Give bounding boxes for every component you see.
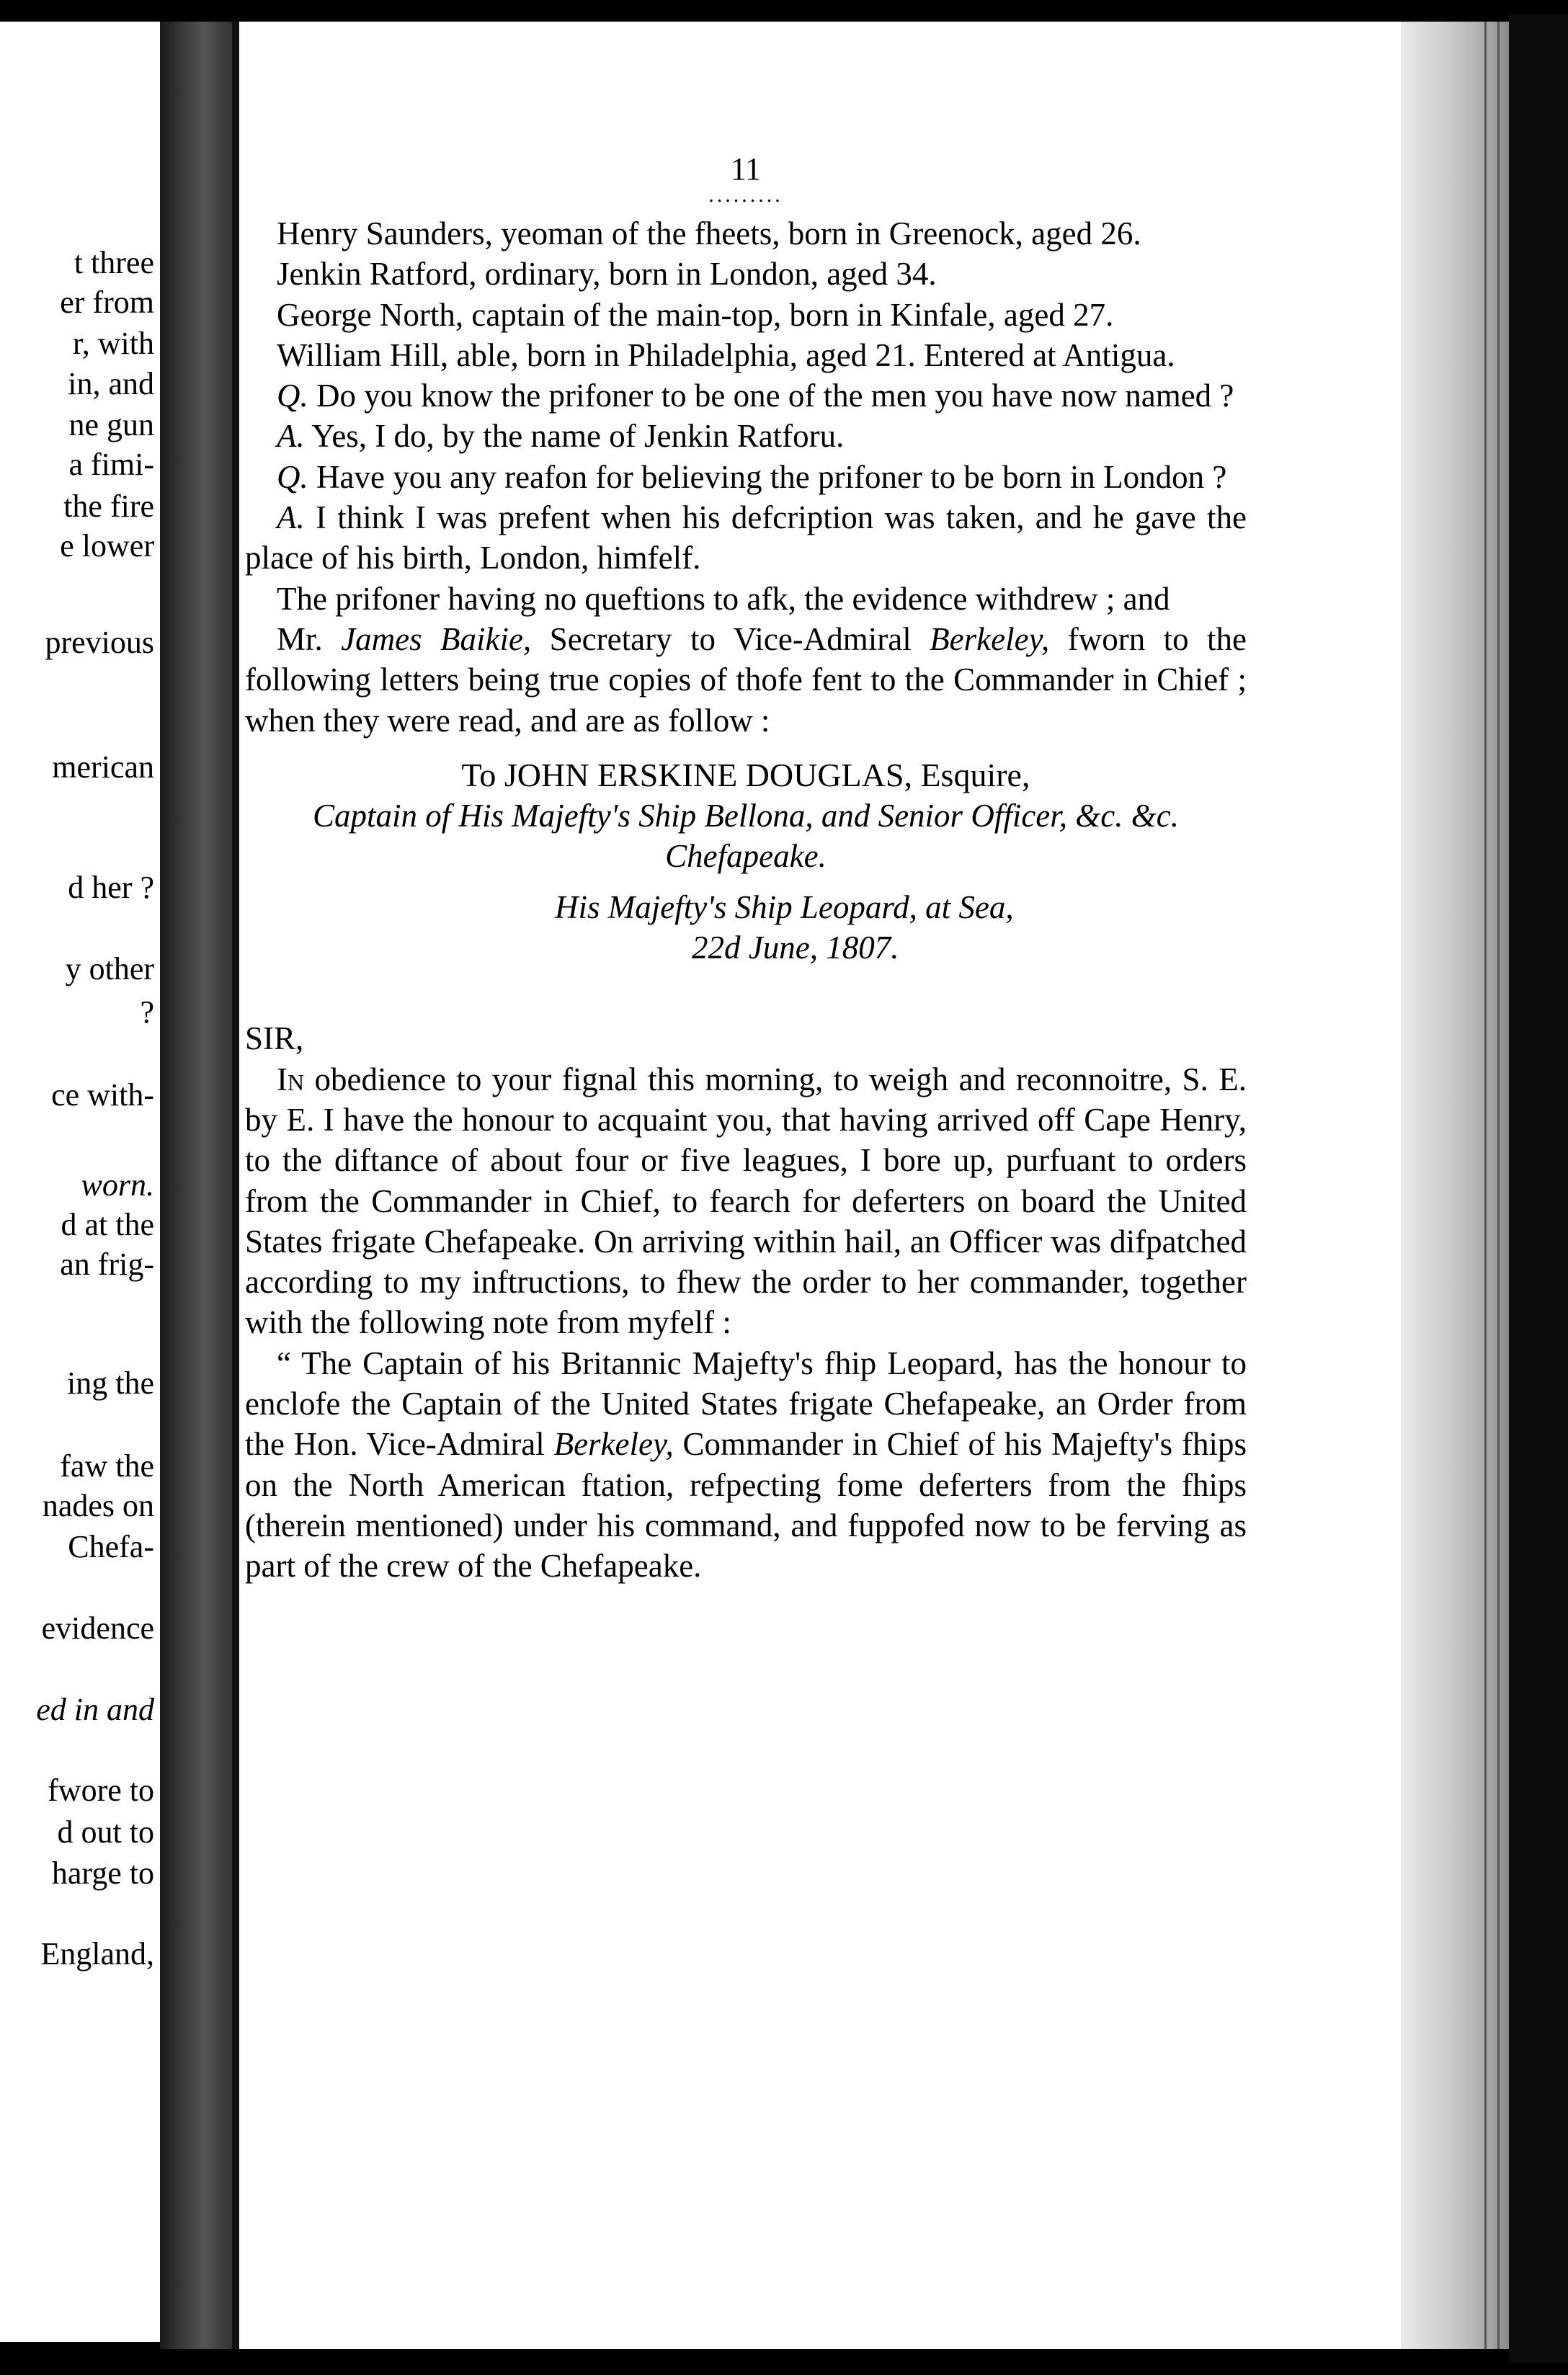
person-name: James Baikie,	[341, 620, 532, 657]
question-label: Q.	[277, 378, 308, 414]
text-run: fworn to the following letters being true copies of thofe fent to the Commander in Chief ; when they were read, and are as follow :	[245, 620, 1247, 739]
answer	[245, 416, 1247, 456]
crew-entry: George North, captain of the main-top, born in Kinfale, aged 27.	[277, 296, 1114, 333]
letter-addressee-title: Captain of His Majefty's Ship Bellona, and Senior Officer, &c. &c. Chefapeake.	[313, 798, 1179, 875]
letter-salutation: SIR,	[245, 1020, 304, 1057]
answer	[245, 497, 1247, 579]
left-page-line: d at the	[61, 1207, 154, 1242]
crew-entry: Jenkin Ratford, ordinary, born in London, aged 34.	[277, 256, 937, 293]
answer-text: I think I was prefent when his defcription was taken, and he gave the place of his birth, London, himfelf.	[245, 499, 1247, 576]
left-page-line: an frig-	[60, 1247, 154, 1282]
page-edge-line	[1497, 22, 1500, 2349]
letter-body	[245, 1343, 1247, 1587]
scan-border	[1509, 14, 1568, 2363]
page-text	[245, 151, 1247, 1587]
left-page-line: evidence	[41, 1610, 154, 1646]
narrative-paragraph	[245, 619, 1247, 741]
crew-entry: Henry Saunders, yeoman of the fheets, born in Greenock, aged 26.	[277, 215, 1141, 251]
left-page-line: fwore to	[48, 1773, 154, 1808]
letter-addressee: To JOHN ERSKINE DOUGLAS, Esquire,	[461, 756, 1030, 793]
letter-first-word: In	[277, 1061, 305, 1097]
answer-label: A.	[277, 418, 305, 455]
left-page-line: ed in and	[36, 1692, 154, 1727]
left-page-line: ing the	[67, 1365, 154, 1401]
text-run: obedience to your fignal this morning, to weigh and reconnoitre, S. E. by E. I have the honour to acquaint you, that having arrived off Cape Henry, to the diftance of about four or five leagues, I bore up, purfuant to orders from the Commander in Chief, to fearch for deferters on board the United States frigate Chefapeake. On arriving within hail, an Officer was difpatched according to my inftructions, to fhew the order to her commander, together with the following note from myfelf :	[245, 1061, 1247, 1341]
left-page-line: e lower	[60, 528, 154, 563]
left-page-line: the fire	[63, 489, 154, 524]
page-number-rule: .........	[708, 183, 783, 207]
question	[245, 375, 1247, 416]
left-page-line: worn.	[81, 1167, 154, 1203]
person-name: Berkeley,	[553, 1426, 674, 1463]
narrative-paragraph: The prifoner having no queftions to afk, the evidence withdrew ; and	[277, 580, 1170, 617]
left-page-line: merican	[52, 749, 154, 785]
text-run: Mr.	[277, 620, 342, 657]
gutter-edge	[232, 22, 239, 2349]
text-run: Commander in Chief of his Majefty's fhips on the North American ftation, refpecting fome deferters from the fhips (therein mentioned) under his command, and fuppofed now to be ferving as part of the crew of the Chefapeake.	[245, 1426, 1247, 1585]
left-page-line: y other	[65, 951, 154, 986]
left-page-line: in, and	[68, 366, 154, 401]
question-text: Do you know the prifoner to be one of the men you have now named ?	[308, 378, 1234, 414]
question-label: Q.	[277, 458, 308, 495]
left-page-line: previous	[45, 625, 154, 660]
book-gutter	[160, 22, 239, 2349]
crew-entry: William Hill, able, born in Philadelphia, aged 21. Entered at Antigua.	[277, 337, 1175, 373]
left-page-fragment	[0, 22, 160, 2342]
letter-date: 22d June, 1807.	[692, 930, 899, 966]
left-page-line: ne gun	[68, 407, 154, 442]
person-name: Berkeley,	[930, 620, 1050, 657]
answer-text: Yes, I do, by the name of Jenkin Ratforu.	[304, 418, 845, 455]
left-page-line: ?	[140, 994, 154, 1030]
text-run: Secretary to Vice-Admiral	[531, 620, 930, 657]
question	[245, 457, 1247, 497]
page-edge-strip	[1401, 22, 1509, 2349]
text-run: “ The Captain of his Britannic Majefty's fhip Leopard, has the honour to enclofe the Captain of the United States frigate Chefapeake, an Order from the Hon. Vice-Admiral	[245, 1345, 1247, 1463]
left-page-line: er from	[60, 285, 154, 320]
left-page-line: England,	[40, 1936, 154, 1971]
left-page-line: ce with-	[51, 1077, 154, 1113]
letter-place: His Majefty's Ship Leopard, at Sea,	[555, 888, 1014, 925]
page-edge-line	[1484, 22, 1487, 2349]
left-page-line: t three	[74, 245, 154, 280]
left-page-line: nades on	[42, 1488, 154, 1523]
letter-body	[245, 1059, 1247, 1343]
left-page-line: d her ?	[68, 870, 154, 905]
left-page-line: faw the	[60, 1448, 154, 1484]
left-page-line: harge to	[51, 1855, 154, 1891]
left-page-line: Chefa-	[68, 1529, 154, 1564]
left-page-line: r, with	[72, 326, 154, 361]
left-page-line: a fimi-	[68, 447, 154, 482]
page-number: 11	[730, 151, 762, 187]
left-page-line: d out to	[57, 1814, 154, 1850]
question-text: Have you any reafon for believing the prifoner to be born in London ?	[308, 458, 1227, 495]
answer-label: A.	[277, 499, 305, 536]
